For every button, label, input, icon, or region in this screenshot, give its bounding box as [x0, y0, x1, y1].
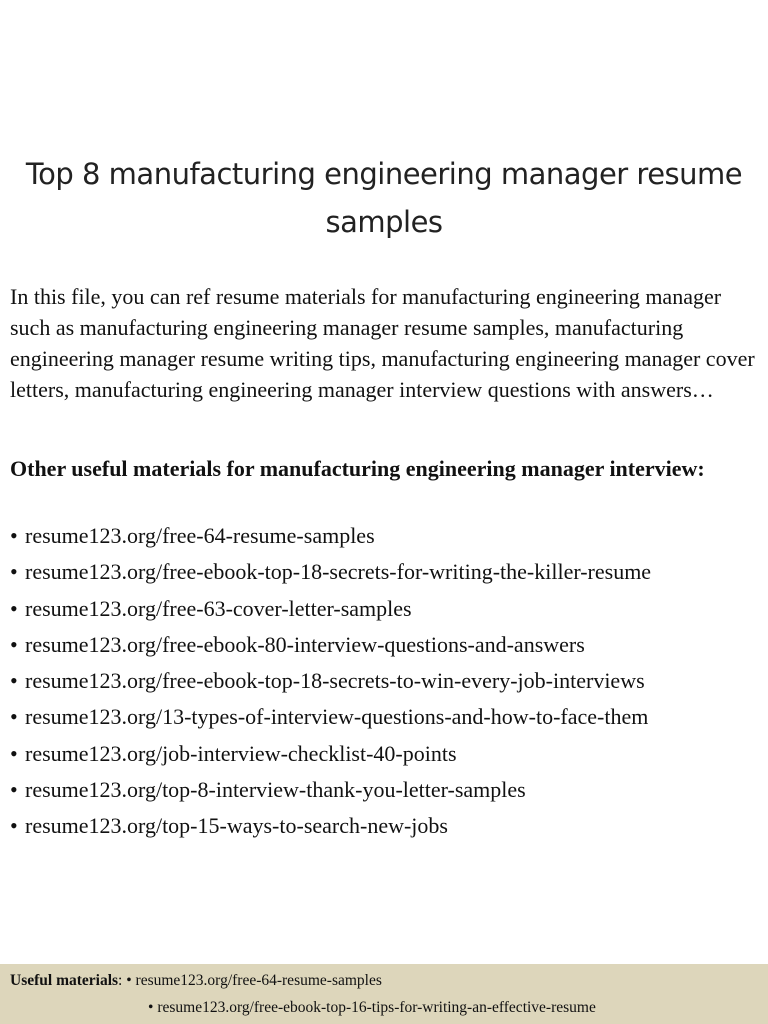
resource-link[interactable]: resume123.org/free-63-cover-letter-samples [25, 595, 412, 621]
bullet-icon: • [10, 704, 18, 730]
resource-link[interactable]: resume123.org/free-ebook-80-interview-questions-and-answers [25, 631, 585, 657]
bullet-icon: • [148, 999, 154, 1016]
list-item [10, 772, 766, 808]
list-item [10, 554, 766, 590]
intro-paragraph: In this file, you can ref resume materials for manufacturing engineering manager such as manufacturing engineering manager resume samples, manufacturing engineering manager resume writing tips, manufacturing engineering manager cover letters, manufacturing engineering manager interview questions with answers… [10, 284, 755, 402]
list-item [10, 518, 766, 554]
resource-link[interactable]: resume123.org/top-8-interview-thank-you-letter-samples [25, 777, 526, 803]
list-item [10, 808, 766, 844]
useful-materials-heading: Other useful materials for manufacturing engineering manager interview: [10, 456, 705, 481]
bullet-icon: • [10, 668, 18, 694]
resource-link[interactable]: resume123.org/free-ebook-top-18-secrets-for-writing-the-killer-resume [25, 559, 652, 585]
footer-row [10, 971, 382, 991]
bullet-icon: • [126, 972, 132, 989]
bullet-icon: • [10, 595, 18, 621]
list-item [10, 699, 766, 735]
bullet-icon: • [10, 777, 18, 803]
useful-links-list [10, 518, 766, 845]
resource-link[interactable]: resume123.org/free-ebook-top-18-secrets-to-win-every-job-interviews [25, 668, 645, 694]
page-title: Top 8 manufacturing engineering manager resume samples [25, 157, 743, 239]
footer-row [148, 998, 596, 1018]
footer-link[interactable]: resume123.org/free-64-resume-samples [135, 972, 382, 989]
bullet-icon: • [10, 813, 18, 839]
resource-link[interactable]: resume123.org/job-interview-checklist-40-points [25, 740, 457, 766]
bullet-icon: • [10, 740, 18, 766]
bullet-icon: • [10, 523, 18, 548]
list-item [10, 627, 766, 663]
list-item [10, 736, 766, 772]
bullet-icon: • [10, 559, 18, 585]
footer-separator: : [118, 972, 127, 989]
footer-label: Useful materials [10, 972, 119, 989]
list-item [10, 663, 766, 699]
bullet-icon: • [10, 631, 18, 657]
footer-link[interactable]: resume123.org/free-ebook-top-16-tips-for-writing-an-effective-resume [157, 999, 596, 1016]
footer-bar [0, 964, 768, 1024]
list-item [10, 591, 766, 627]
resource-link[interactable]: resume123.org/top-15-ways-to-search-new-jobs [25, 813, 448, 839]
resource-link[interactable]: resume123.org/free-64-resume-samples [25, 523, 375, 548]
resource-link[interactable]: resume123.org/13-types-of-interview-questions-and-how-to-face-them [25, 704, 649, 730]
